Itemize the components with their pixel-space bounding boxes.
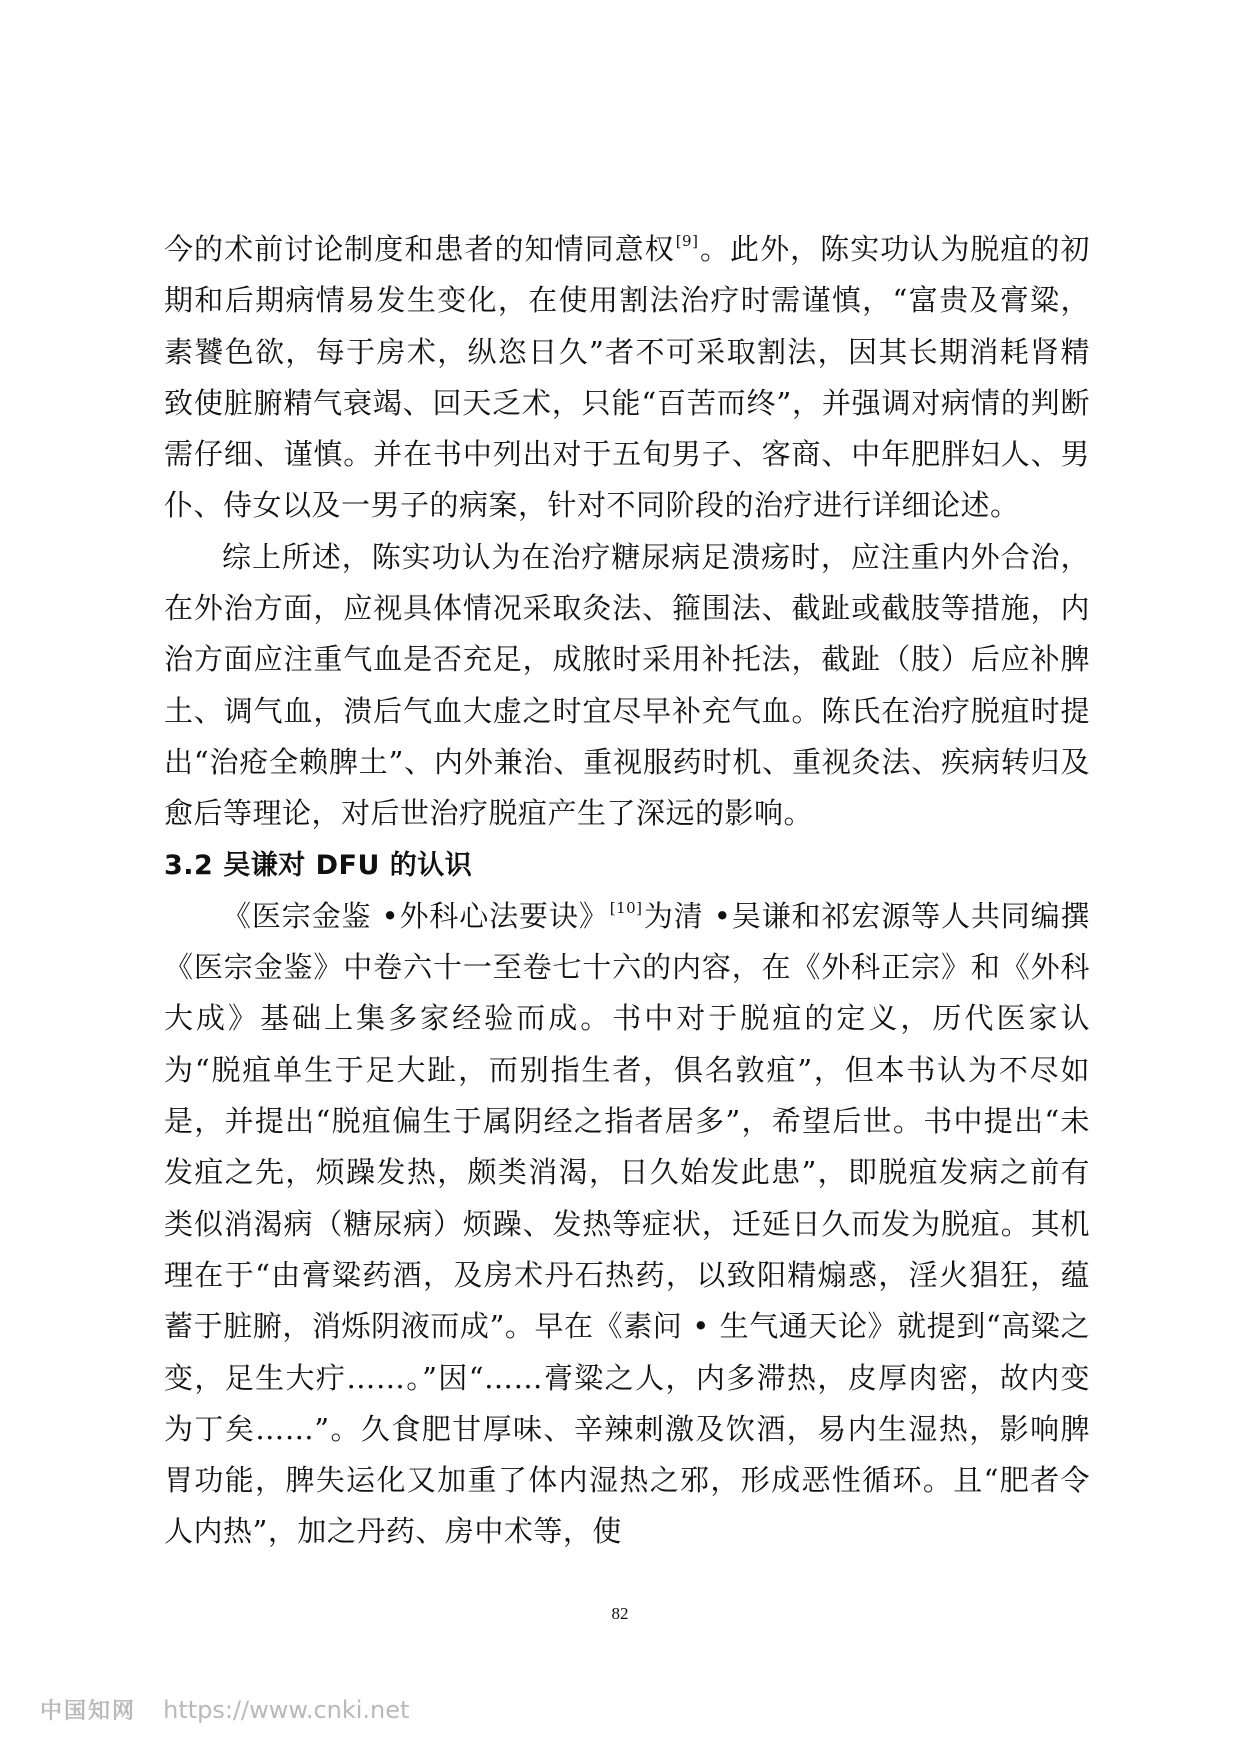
paragraph-text: 。此外，陈实功认为脱疽的初期和后期病情易发生变化，在使用割法治疗时需谨慎，“富贵及膏粱，素饕色欲，每于房术，纵恣日久”者不可采取割法，因其长期消耗肾精致使脏腑精气衰竭、回天乏术，只能“百苦而终”，并强调对病情的判断需仔细、谨慎。并在书中列出对于五旬男子、客商、中年肥胖妇人、男仆、侍女以及一男子的病案，针对不同阶段的治疗进行详细论述。 bbox=[164, 232, 1090, 523]
citation-ref[interactable]: [10] bbox=[609, 898, 643, 917]
paragraph-summary bbox=[164, 532, 1090, 840]
paragraph-text: 《医宗金鉴 •外科心法要诀》 bbox=[222, 898, 609, 933]
section-heading: 3.2 吴谦对 DFU 的认识 bbox=[164, 849, 473, 881]
paragraph-section-body bbox=[164, 891, 1090, 1558]
paragraph-continued bbox=[164, 224, 1090, 532]
cnki-watermark bbox=[40, 1694, 409, 1725]
paragraph-text: 为清 •吴谦和祁宏源等人共同编撰《医宗金鉴》中卷六十一至卷七十六的内容，在《外科正宗》和《外科大成》基础上集多家经验而成。书中对于脱疽的定义，历代医家认为“脱疽单生于足大趾，而别指生者，俱名敦疽”，但本书认为不尽如是，并提出“脱疽偏生于属阴经之指者居多”，希望后世。书中提出“未发疽之先，烦躁发热，颇类消渴，日久始发此患”，即脱疽发病之前有类似消渴病（糖尿病）烦躁、发热等症状，迁延日久而发为脱疽。其机理在于“由膏粱药酒，及房术丹石热药，以致阳精煽惑，淫火猖狂，蕴蓄于脏腑，消烁阴液而成”。早在《素问 • 生气通天论》就提到“高粱之变，足生大疔……。”因“……膏粱之人，内多滞热，皮厚肉密，故内变为丁矣……”。久食肥甘厚味、辛辣刺激及饮酒，易内生湿热，影响脾胃功能，脾失运化又加重了体内湿热之邪，形成恶性循环。且“肥者令人内热”，加之丹药、房中术等，使 bbox=[164, 898, 1090, 1549]
citation-ref[interactable]: [9] bbox=[675, 232, 699, 250]
page-number: 82 bbox=[611, 1604, 629, 1623]
watermark-name: 中国知网 bbox=[40, 1699, 137, 1724]
paragraph-text: 今的术前讨论制度和患者的知情同意权 bbox=[164, 232, 675, 266]
paragraph-text: 综上所述，陈实功认为在治疗糖尿病足溃疡时，应注重内外合治，在外治方面，应视具体情况采取灸法、箍围法、截趾或截肢等措施，内治方面应注重气血是否充足，成脓时采用补托法，截趾（肢）后应补脾土、调气血，溃后气血大虚之时宜尽早补充气血。陈氏在治疗脱疽时提出“治疮全赖脾土”、内外兼治、重视服药时机、重视灸法、疾病转归及愈后等理论，对后世治疗脱疽产生了深远的影响。 bbox=[164, 539, 1090, 831]
body-text bbox=[164, 224, 1090, 1558]
watermark-url: https://www.cnki.net bbox=[163, 1696, 410, 1724]
